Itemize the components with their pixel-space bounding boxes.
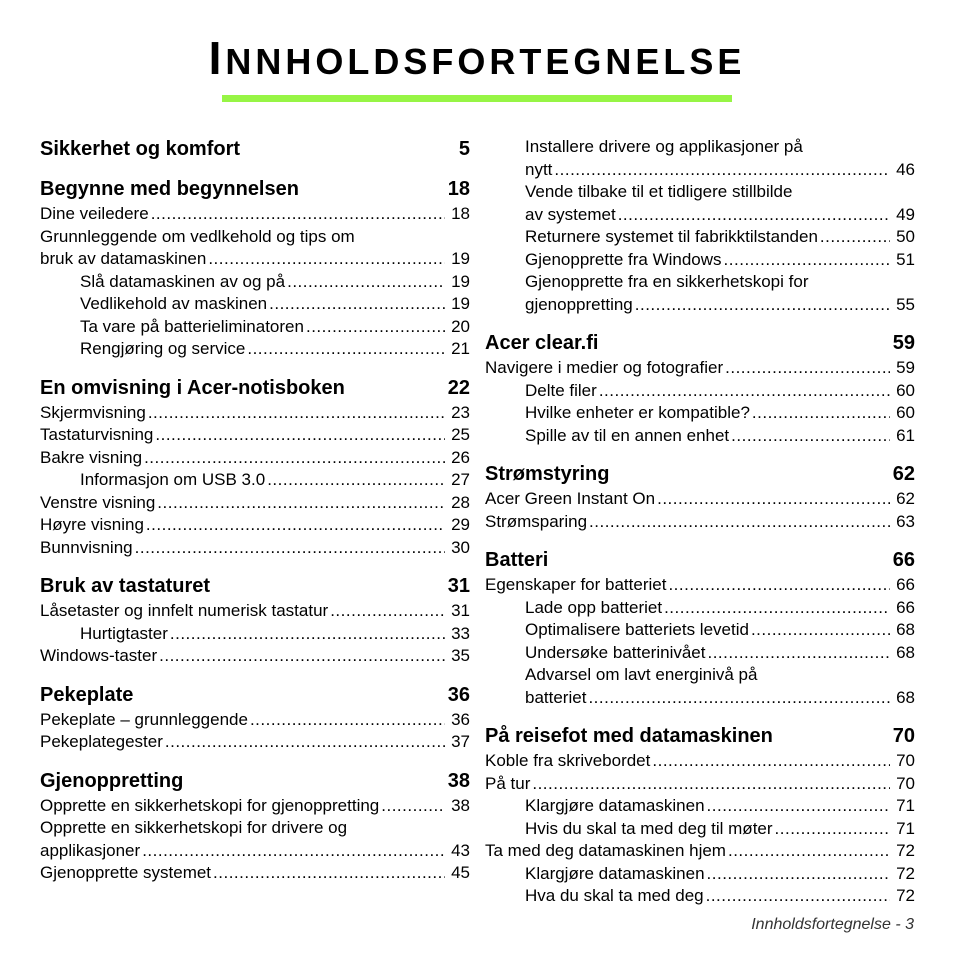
entry-line [80,469,470,492]
entry-page-number: 19 [451,249,470,268]
dot-leader [635,294,890,317]
entry-line [40,600,470,623]
entry-text: Egenskaper for batteriet [485,575,667,594]
section-title: På reisefot med datamaskinen [485,725,773,747]
entry-page-number: 49 [896,204,915,224]
toc-section [40,682,470,754]
title-initial: I [208,32,226,84]
toc-entry[interactable] [40,338,470,361]
section-title: Bruk av tastaturet [40,575,211,597]
dot-leader [731,425,890,448]
entry-text: Skjermvisning [40,402,146,422]
entry-text-line: Grunnleggende om vedlkehold og tips om [40,226,355,246]
entry-line [485,511,915,534]
toc-entry[interactable] [40,293,470,316]
dot-leader [146,514,445,537]
toc-entry[interactable] [485,795,915,818]
dot-leader [208,248,445,271]
toc-entry[interactable] [485,380,915,403]
dot-leader [157,492,445,515]
dot-leader [707,795,890,818]
entry-page-number: 60 [896,380,915,400]
toc-entry[interactable] [485,597,915,620]
entry-page-number: 59 [896,358,915,377]
section-page-number: 66 [892,549,915,571]
entry-page-number: 66 [896,575,915,594]
dot-leader [381,795,445,818]
toc-section-heading[interactable] [40,573,470,599]
entry-page-number: 70 [896,773,915,793]
entry-page-number: 23 [451,402,470,422]
entry-text-line: Gjenopprette fra en sikkerhetskopi for [525,272,809,291]
entry-line [525,159,915,182]
entry-text: Tastaturvisning [40,425,154,444]
entry-text: På tur [485,773,531,793]
toc-entry[interactable] [485,840,915,863]
section-page-number: 62 [892,463,915,485]
entry-page-number: 61 [896,425,915,445]
entry-text: bruk av datamaskinen [40,249,207,268]
toc-entry[interactable] [485,511,915,534]
entry-text: batteriet [525,687,587,707]
toc-entry[interactable] [40,402,470,425]
entry-text: Windows-taster [40,646,158,665]
toc-section [485,461,915,533]
entry-line [80,293,470,316]
entry-line [40,840,470,863]
dot-leader [728,840,890,863]
dot-leader [707,863,890,886]
section-page-number: 5 [458,138,470,160]
entry-line [40,731,470,754]
toc-section-heading[interactable] [485,461,915,487]
toc-entry[interactable] [485,750,915,773]
dot-leader [668,574,890,597]
entry-line [525,204,915,227]
toc-entry[interactable] [485,664,915,709]
page-footer: Innholdsfortegnelse - 3 [751,916,914,933]
entry-line [40,514,470,537]
section-title: Sikkerhet og komfort [40,138,241,160]
toc-entry[interactable] [485,249,915,272]
entry-page-number: 66 [896,597,915,617]
toc-section-heading[interactable] [40,768,470,794]
section-title: Acer clear.fi [485,332,599,354]
toc-section-heading[interactable] [40,136,470,162]
section-title: Begynne med begynnelsen [40,178,299,200]
entry-line [80,316,470,339]
entry-line [525,380,915,403]
toc-entry[interactable] [40,600,470,623]
toc-section [485,723,915,908]
entry-page-number: 36 [451,709,470,729]
entry-page-number: 19 [451,271,470,291]
toc-column-right [485,136,915,922]
entry-page-number: 70 [896,751,915,770]
entry-text: Opprette en sikkerhetskopi for gjenoppretting [40,795,380,815]
entry-page-number: 55 [896,294,915,314]
toc-entry[interactable] [40,424,470,447]
dot-leader [306,316,445,339]
entry-line [525,425,915,448]
entry-text: Høyre visning [40,515,144,534]
dot-leader [751,619,890,642]
toc-entry[interactable] [40,203,470,226]
entry-line [525,402,915,425]
entry-line [525,597,915,620]
entry-text: av systemet [525,204,616,224]
entry-text: Hurtigtaster [80,623,168,643]
entry-text: Informasjon om USB 3.0 [80,470,266,489]
toc-entry[interactable] [40,623,470,646]
entry-line [525,642,915,665]
entry-text: Spille av til en annen enhet [525,425,730,445]
entry-page-number: 20 [451,316,470,336]
entry-line [525,818,915,841]
entry-text: Undersøke batterinivået [525,642,706,662]
entry-line [40,248,470,271]
toc-section [40,573,470,668]
entry-line [525,863,915,886]
entry-text: Gjenopprette fra Windows [525,249,722,269]
entry-text: Optimalisere batteriets levetid [525,620,749,639]
section-title: En omvisning i Acer-notisboken [40,376,345,399]
entry-text: Bunnvisning [40,537,133,557]
entry-line [80,271,470,294]
entry-page-number: 60 [896,403,915,422]
dot-leader [269,293,445,316]
toc-section-heading[interactable] [485,723,915,749]
entry-page-number: 71 [896,796,915,815]
entry-page-number: 68 [896,687,915,707]
entry-line [40,424,470,447]
entry-text: Dine veiledere [40,204,149,223]
entry-text: nytt [525,159,553,179]
toc-entry[interactable] [485,357,915,380]
toc-section [40,136,470,162]
dot-leader [589,511,890,534]
entry-line [485,840,915,863]
entry-text: Pekeplate – grunnleggende [40,709,248,729]
entry-text: Låsetaster og innfelt numerisk tastatur [40,601,329,620]
toc-entry[interactable] [485,773,915,796]
dot-leader [724,249,890,272]
entry-page-number: 33 [451,623,470,643]
toc-section-heading[interactable] [485,547,915,573]
entry-text: Rengjøring og service [80,339,246,358]
toc-section-heading[interactable] [40,176,470,202]
entry-page-number: 45 [451,863,470,882]
entry-text: Vedlikehold av maskinen [80,294,268,313]
dot-leader [159,645,445,668]
dot-leader [657,488,890,511]
entry-page-number: 38 [451,795,470,815]
toc-entry[interactable] [40,469,470,492]
entry-line [485,488,915,511]
dot-leader [155,424,445,447]
toc-entry[interactable] [40,492,470,515]
toc-section [40,768,470,885]
toc-entry[interactable] [485,574,915,597]
section-title: Batteri [485,549,549,571]
entry-page-number: 21 [451,339,470,358]
entry-page-number: 18 [451,204,470,223]
entry-line [40,537,470,560]
entry-text: Strømsparing [485,511,588,531]
toc-entry[interactable] [40,795,470,818]
section-title: Pekeplate [40,683,134,706]
toc-entry[interactable] [40,862,470,885]
toc-column-left [40,136,470,899]
toc-entry[interactable] [485,818,915,841]
entry-text: Hvis du skal ta med deg til møter [525,818,773,838]
toc-entry[interactable] [485,271,915,316]
entry-text: Navigere i medier og fotografier [485,358,724,377]
toc-section-heading[interactable] [40,375,470,401]
section-page-number: 70 [892,725,915,747]
dot-leader [652,750,890,773]
dot-leader [151,203,445,226]
entry-line [525,249,915,272]
dot-leader [554,159,890,182]
entry-text: Hva du skal ta med deg [525,886,704,905]
section-page-number: 36 [447,683,470,706]
toc-entry[interactable] [485,402,915,425]
toc-entry[interactable] [485,425,915,448]
entry-text: Ta med deg datamaskinen hjem [485,841,726,860]
dot-leader [725,357,890,380]
entry-text: Delte filer [525,380,597,400]
dot-leader [267,469,445,492]
dot-leader [250,709,445,732]
dot-leader [144,447,445,470]
dot-leader [820,226,890,249]
entry-page-number: 26 [451,447,470,467]
section-page-number: 38 [447,769,470,792]
entry-line [525,294,915,317]
entry-page-number: 63 [896,511,915,531]
dot-leader [775,818,890,841]
entry-text: Koble fra skrivebordet [485,751,651,770]
entry-text-line: Opprette en sikkerhetskopi for drivere og [40,818,348,837]
dot-leader [706,885,890,908]
toc-entry[interactable] [485,885,915,908]
entry-line [40,203,470,226]
toc-entry[interactable] [485,488,915,511]
entry-text: Hvilke enheter er kompatible? [525,403,750,422]
dot-leader [142,840,445,863]
entry-text: Acer Green Instant On [485,489,656,508]
toc-entry[interactable] [485,181,915,226]
entry-page-number: 72 [896,863,915,883]
entry-line [40,492,470,515]
toc-entry[interactable] [40,226,470,271]
dot-leader [618,204,890,227]
entry-page-number: 68 [896,620,915,639]
toc-entry[interactable] [40,316,470,339]
section-page-number: 31 [447,575,470,597]
entry-text: Slå datamaskinen av og på [80,271,286,291]
toc-section [485,136,915,316]
dot-leader [752,402,890,425]
toc-entry[interactable] [40,514,470,537]
entry-page-number: 25 [451,425,470,444]
toc-entry[interactable] [40,447,470,470]
dot-leader [247,338,445,361]
entry-text: applikasjoner [40,840,141,860]
accent-rule [222,95,732,102]
toc-entry[interactable] [40,731,470,754]
dot-leader [135,537,445,560]
toc-section [40,375,470,560]
entry-line [80,338,470,361]
entry-page-number: 31 [451,601,470,620]
entry-line [40,709,470,732]
entry-line [40,645,470,668]
entry-text: Pekeplategester [40,732,163,751]
entry-page-number: 51 [896,249,915,269]
entry-text: Returnere systemet til fabrikktilstanden [525,227,818,246]
section-title: Strømstyring [485,463,610,485]
entry-line [525,885,915,908]
entry-text: Gjenopprette systemet [40,863,212,882]
dot-leader [170,623,445,646]
dot-leader [330,600,445,623]
entry-text: Klargjøre datamaskinen [525,863,705,883]
toc-section [485,330,915,447]
section-page-number: 18 [447,178,470,200]
entry-text: Lade opp batteriet [525,597,663,617]
toc-entry[interactable] [485,136,915,181]
entry-page-number: 30 [451,537,470,557]
entry-line [525,226,915,249]
entry-page-number: 72 [896,841,915,860]
entry-line [525,795,915,818]
entry-line [485,773,915,796]
entry-line [525,687,915,710]
dot-leader [532,773,890,796]
dot-leader [664,597,890,620]
toc-section-heading[interactable] [40,682,470,708]
entry-page-number: 35 [451,646,470,665]
toc-section-heading[interactable] [485,330,915,356]
toc-entry[interactable] [485,863,915,886]
entry-text: Ta vare på batterieliminatoren [80,316,304,336]
entry-line [80,623,470,646]
toc-entry[interactable] [40,709,470,732]
entry-page-number: 28 [451,492,470,512]
section-title: Gjenoppretting [40,769,184,792]
toc-section [40,176,470,361]
entry-page-number: 19 [451,294,470,313]
entry-page-number: 50 [896,227,915,246]
dot-leader [287,271,445,294]
entry-text-line: Installere drivere og applikasjoner på [525,137,803,156]
toc-entry[interactable] [485,619,915,642]
entry-text: Venstre visning [40,492,156,512]
toc-section [485,547,915,709]
entry-page-number: 29 [451,515,470,534]
dot-leader [707,642,890,665]
entry-line [525,619,915,642]
entry-page-number: 62 [896,489,915,508]
entry-line [485,357,915,380]
entry-page-number: 72 [896,886,915,905]
dot-leader [599,380,890,403]
toc-entry[interactable] [485,226,915,249]
toc-entry[interactable] [40,817,470,862]
entry-text: gjenoppretting [525,294,633,314]
title-rest: NNHOLDSFORTEGNELSE [225,41,746,82]
entry-text-line: Advarsel om lavt energinivå på [525,665,758,684]
section-page-number: 59 [892,332,915,354]
entry-line [485,574,915,597]
entry-line [485,750,915,773]
toc-entry[interactable] [40,645,470,668]
entry-text: Bakre visning [40,447,143,467]
dot-leader [213,862,445,885]
dot-leader [588,687,890,710]
entry-page-number: 43 [451,840,470,860]
entry-line [40,447,470,470]
dot-leader [148,402,445,425]
section-page-number: 22 [447,376,470,399]
entry-line [40,402,470,425]
entry-page-number: 71 [896,818,915,838]
entry-text: Klargjøre datamaskinen [525,796,705,815]
toc-entry[interactable] [485,642,915,665]
entry-line [40,862,470,885]
entry-page-number: 27 [451,470,470,489]
entry-page-number: 37 [451,732,470,751]
entry-line [40,795,470,818]
entry-text-line: Vende tilbake til et tidligere stillbilde [525,182,793,201]
toc-entry[interactable] [40,271,470,294]
page-title [0,30,954,90]
dot-leader [165,731,445,754]
toc-entry[interactable] [40,537,470,560]
entry-page-number: 46 [896,159,915,179]
entry-page-number: 68 [896,642,915,662]
